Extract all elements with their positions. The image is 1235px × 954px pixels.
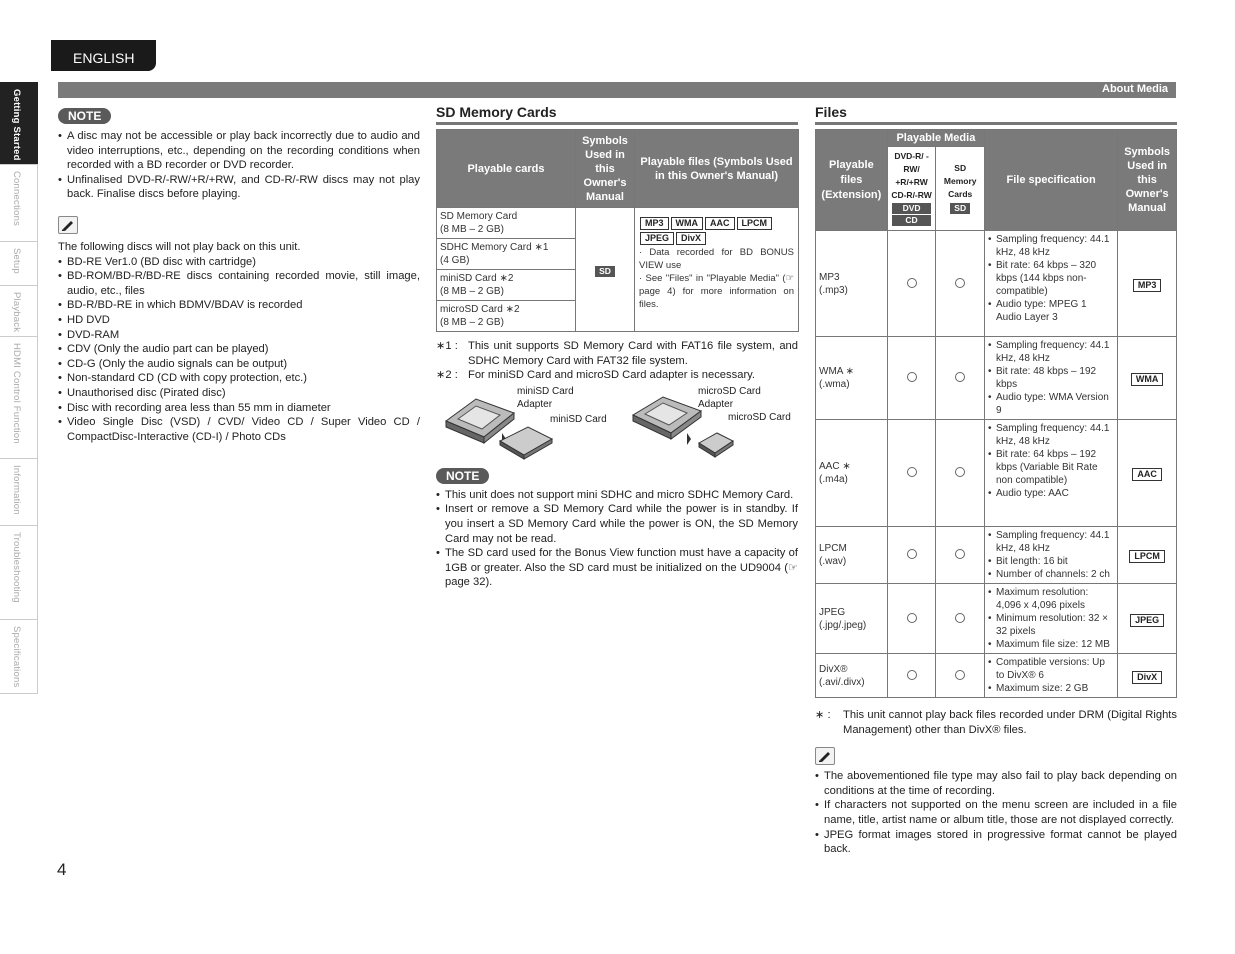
list-item: • Unauthorised disc (Pirated disc) <box>58 386 420 401</box>
supported-circle-icon <box>907 467 917 477</box>
lpcm-symbol: LPCM <box>737 217 773 230</box>
table-cell <box>816 584 888 654</box>
sd-section-title: SD Memory Cards <box>436 104 557 120</box>
table-cell <box>1118 420 1177 527</box>
list-item: • DVD-RAM <box>58 328 420 343</box>
footnote-2 <box>436 368 798 383</box>
files-note-list <box>815 769 1177 857</box>
list-item: • HD DVD <box>58 313 420 328</box>
table-row <box>816 654 1177 698</box>
spec-item: • Compatible versions: Up to DivX® 6 <box>988 656 1114 682</box>
card-capacity: (4 GB) <box>440 255 470 266</box>
file-extension: (.jpg/.jpeg) <box>819 619 867 631</box>
list-item: • Video Single Disc (VSD) / CVD/ Video CD / Super Video CD / CompactDisc-Interactive (CD-I) / Photo CDs <box>58 415 420 444</box>
mp3-symbol: MP3 <box>1133 279 1162 292</box>
table-cell <box>985 527 1118 584</box>
sd-note-list <box>436 488 798 590</box>
aac-symbol: AAC <box>1132 468 1162 481</box>
card-capacity: (8 MB – 2 GB) <box>440 317 504 328</box>
spec-item: • Number of channels: 2 ch <box>988 568 1114 581</box>
list-item: • BD-ROM/BD-R/BD-RE discs containing recorded movie, still image, audio, etc., files <box>58 269 420 298</box>
table-cell <box>437 208 576 239</box>
table-cell <box>437 239 576 270</box>
side-tab-label: Troubleshooting <box>11 532 22 603</box>
spec-item: • Minimum resolution: 32 × 32 pixels <box>988 612 1114 638</box>
card-name: SDHC Memory Card <box>440 242 532 253</box>
file-extension: (.wma) <box>819 379 850 390</box>
side-tab-label: Getting Started <box>11 89 22 161</box>
footnote-text: For miniSD Card and microSD Card adapter is necessary. <box>468 369 756 382</box>
file-type: WMA ∗ <box>819 366 855 377</box>
table-cell <box>1118 527 1177 584</box>
supported-circle-icon <box>955 278 965 288</box>
spec-item: • Maximum file size: 12 MB <box>988 638 1114 651</box>
files-section-title: Files <box>815 104 847 120</box>
disc-list <box>58 255 420 445</box>
side-tab-specifications[interactable] <box>0 619 38 694</box>
side-tab-label: Information <box>11 465 22 515</box>
file-note: · Data recorded for BD BONUS VIEW use <box>639 247 794 271</box>
table-cell <box>635 208 799 332</box>
table-cell <box>985 337 1118 420</box>
table-cell <box>887 420 936 527</box>
wma-symbol: WMA <box>1131 373 1164 386</box>
table-cell <box>1118 231 1177 337</box>
side-tab-label: Setup <box>11 248 22 274</box>
section-rule <box>436 122 798 125</box>
spec-item: • Sampling frequency: 44.1 kHz, 48 kHz <box>988 529 1114 555</box>
mp3-symbol: MP3 <box>640 217 669 230</box>
card-name: miniSD Card <box>440 273 497 284</box>
jpeg-symbol: JPEG <box>640 232 674 245</box>
side-tab-label: Playback <box>11 292 22 333</box>
col-header: Playable cards <box>437 130 576 208</box>
pencil-icon <box>58 216 78 234</box>
disc-media-label: DVD-R/ -RW/ +R/+RW CD-R/-RW <box>891 151 932 200</box>
table-row <box>816 231 1177 337</box>
note-label: NOTE <box>58 108 111 124</box>
footnote-text: This unit supports SD Memory Card with FAT16 file system, and SDHC Memory Card with FAT32 file system. <box>468 340 798 367</box>
list-item: • CD-G (Only the audio signals can be output) <box>58 357 420 372</box>
table-cell <box>985 420 1118 527</box>
list-item: • The abovementioned file type may also fail to play back depending on conditions at the time of recording. <box>815 769 1177 798</box>
card-capacity: (8 MB – 2 GB) <box>440 224 504 235</box>
table-cell <box>816 231 888 337</box>
intro-text: The following discs will not play back on this unit. <box>58 240 301 253</box>
divx-symbol: DivX <box>676 232 706 245</box>
table-cell <box>1118 584 1177 654</box>
list-item: • If characters not supported on the menu screen are included in a file name, title, artist name or album title, those are not displayed correctly. <box>815 798 1177 827</box>
list-item: • Non-standard CD (CD with copy protection, etc.) <box>58 371 420 386</box>
table-row <box>816 337 1177 420</box>
microsd-adapter-label: microSD Card Adapter <box>698 385 761 410</box>
footnote-mark: ∗2 <box>499 273 514 284</box>
wma-symbol: WMA <box>671 217 704 230</box>
section-header-bar <box>58 82 1176 98</box>
cd-tag: CD <box>892 215 932 226</box>
supported-circle-icon <box>907 670 917 680</box>
footnote-mark: ∗ : <box>815 709 831 721</box>
list-item: • This unit does not support mini SDHC and micro SDHC Memory Card. <box>436 488 798 503</box>
col-header: File specification <box>985 130 1118 231</box>
list-item: • BD-RE Ver1.0 (BD disc with cartridge) <box>58 255 420 270</box>
card-name: microSD Card <box>440 304 503 315</box>
minisd-card-label: miniSD Card <box>550 413 607 425</box>
file-symbols <box>639 216 794 246</box>
list-item: • Unfinalised DVD-R/-RW/+R/+RW, and CD-R/-RW discs may not play back. Finalise discs before playing. <box>58 173 420 202</box>
language-tab: ENGLISH <box>51 40 156 71</box>
spec-item: • Bit rate: 64 kbps – 320 kbps (144 kbps non-compatible) <box>988 259 1114 298</box>
list-item: • The SD card used for the Bonus View function must have a capacity of 1GB or greater. Also the SD card must be initialized on the UD9004 (☞page 32). <box>436 546 798 590</box>
file-type: AAC ∗ <box>819 461 851 472</box>
card-capacity: (8 MB – 2 GB) <box>440 286 504 297</box>
table-cell <box>816 527 888 584</box>
side-tab-label: Specifications <box>11 626 22 688</box>
section-rule <box>815 122 1177 125</box>
list-item: • BD-R/BD-RE in which BDMV/BDAV is recorded <box>58 298 420 313</box>
table-cell <box>936 231 985 337</box>
table-cell <box>576 208 635 332</box>
page-number: 4 <box>57 860 67 879</box>
side-tab-setup[interactable] <box>0 241 38 285</box>
supported-circle-icon <box>955 549 965 559</box>
table-cell <box>1118 337 1177 420</box>
table-cell <box>887 584 936 654</box>
col-header <box>887 147 936 231</box>
table-cell <box>887 337 936 420</box>
footnote-mark: ∗2 : <box>436 369 458 382</box>
list-item: • Insert or remove a SD Memory Card while the power is in standby. If you insert a SD Memory Card while the power is ON, the SD Memory Card may not be read. <box>436 502 798 546</box>
side-tab-label: HDMI Control Function <box>11 343 22 444</box>
table-cell <box>887 231 936 337</box>
footnote-mark: ∗1 <box>534 242 549 253</box>
table-cell <box>1118 654 1177 698</box>
card-name: SD Memory Card <box>440 211 518 222</box>
note-label: NOTE <box>436 468 489 484</box>
sd-tag: SD <box>950 203 970 214</box>
side-tab-label: Connections <box>11 171 22 227</box>
col-header <box>936 147 985 231</box>
file-extension: (.wav) <box>819 556 847 567</box>
file-type: JPEG <box>819 606 846 618</box>
sd-column <box>436 104 798 590</box>
spec-item: • Audio type: AAC <box>988 487 1114 500</box>
supported-circle-icon <box>955 467 965 477</box>
col-header: Symbols Used in this Owner's Manual <box>576 130 635 208</box>
list-item: • Disc with recording area less than 55 mm in diameter <box>58 401 420 416</box>
file-extension: (.mp3) <box>819 284 848 296</box>
spec-item: • Bit rate: 48 kbps – 192 kbps <box>988 365 1114 391</box>
supported-circle-icon <box>907 613 917 623</box>
table-cell <box>936 584 985 654</box>
spec-item: • Maximum size: 2 GB <box>988 682 1114 695</box>
files-footnote <box>815 708 1177 737</box>
footnote-text: This unit cannot play back files recorded under DRM (Digital Rights Management) other than DivX® files. <box>843 709 1177 736</box>
file-type: DivX® <box>819 663 848 675</box>
note-list <box>58 129 420 202</box>
table-cell <box>936 654 985 698</box>
file-extension: (.avi/.divx) <box>819 676 865 688</box>
files-column <box>815 104 1177 857</box>
table-row <box>816 420 1177 527</box>
files-table <box>815 129 1177 698</box>
sd-card-table <box>436 129 799 332</box>
supported-circle-icon <box>907 549 917 559</box>
footnote-1 <box>436 339 798 368</box>
divx-symbol: DivX <box>1132 671 1162 684</box>
supported-circle-icon <box>907 372 917 382</box>
sd-symbol: SD <box>595 266 615 277</box>
spec-item: • Sampling frequency: 44.1 kHz, 48 kHz <box>988 339 1114 365</box>
dvd-tag: DVD <box>892 203 932 214</box>
file-type: MP3 <box>819 271 840 283</box>
list-item: • CDV (Only the audio part can be played) <box>58 342 420 357</box>
lpcm-symbol: LPCM <box>1129 550 1165 563</box>
file-note: · See "Files" in "Playable Media" (☞page 4) for more information on files. <box>639 273 794 310</box>
table-cell <box>816 654 888 698</box>
section-header-title: About Media <box>1102 83 1168 95</box>
table-cell <box>437 270 576 301</box>
spec-item: • Bit length: 16 bit <box>988 555 1114 568</box>
sd-adapter-figure <box>436 385 798 467</box>
table-cell <box>936 527 985 584</box>
col-header: Playable files (Extension) <box>816 130 888 231</box>
side-nav <box>0 82 38 694</box>
table-cell <box>816 337 888 420</box>
table-cell <box>936 420 985 527</box>
sd-media-label: SD Memory Cards <box>943 163 977 199</box>
supported-circle-icon <box>955 613 965 623</box>
table-cell <box>985 231 1118 337</box>
table-cell <box>887 527 936 584</box>
side-tab-troubleshooting[interactable] <box>0 525 38 619</box>
col-header: Playable files (Symbols Used in this Owner's Manual) <box>635 130 799 208</box>
supported-circle-icon <box>907 278 917 288</box>
spec-item: • Audio type: MPEG 1 Audio Layer 3 <box>988 298 1114 324</box>
jpeg-symbol: JPEG <box>1130 614 1164 627</box>
side-tab-information[interactable] <box>0 458 38 525</box>
supported-circle-icon <box>955 372 965 382</box>
aac-symbol: AAC <box>705 217 735 230</box>
left-column <box>58 107 420 444</box>
table-cell <box>816 420 888 527</box>
table-cell <box>437 301 576 332</box>
list-item: • A disc may not be accessible or play back incorrectly due to audio and video interruptions, etc., depending on the recording conditions when recorded with a BD recorder or DVD recorder. <box>58 129 420 173</box>
supported-circle-icon <box>955 670 965 680</box>
table-cell <box>936 337 985 420</box>
table-row <box>816 584 1177 654</box>
footnote-mark: ∗2 <box>505 304 520 315</box>
list-item: • JPEG format images stored in progressive format cannot be played back. <box>815 828 1177 857</box>
spec-item: • Maximum resolution: 4,096 x 4,096 pixels <box>988 586 1114 612</box>
table-cell <box>985 584 1118 654</box>
table-row <box>816 527 1177 584</box>
col-header: Playable Media <box>887 130 984 147</box>
spec-item: • Sampling frequency: 44.1 kHz, 48 kHz <box>988 233 1114 259</box>
file-extension: (.m4a) <box>819 474 848 485</box>
spec-item: • Bit rate: 64 kbps – 192 kbps (Variable Bit Rate non compatible) <box>988 448 1114 487</box>
table-cell <box>887 654 936 698</box>
file-type: LPCM <box>819 543 847 554</box>
col-header: Symbols Used in this Owner's Manual <box>1118 130 1177 231</box>
table-cell <box>985 654 1118 698</box>
spec-item: • Sampling frequency: 44.1 kHz, 48 kHz <box>988 422 1114 448</box>
side-tab-hdmi-control[interactable] <box>0 336 38 458</box>
side-tab-getting-started[interactable] <box>0 82 38 164</box>
side-tab-connections[interactable] <box>0 164 38 241</box>
pencil-icon <box>815 747 835 765</box>
spec-item: • Audio type: WMA Version 9 <box>988 391 1114 417</box>
footnote-mark: ∗1 : <box>436 340 458 352</box>
microsd-card-label: microSD Card <box>728 411 791 423</box>
minisd-adapter-label: miniSD Card Adapter <box>517 385 574 410</box>
side-tab-playback[interactable] <box>0 285 38 336</box>
